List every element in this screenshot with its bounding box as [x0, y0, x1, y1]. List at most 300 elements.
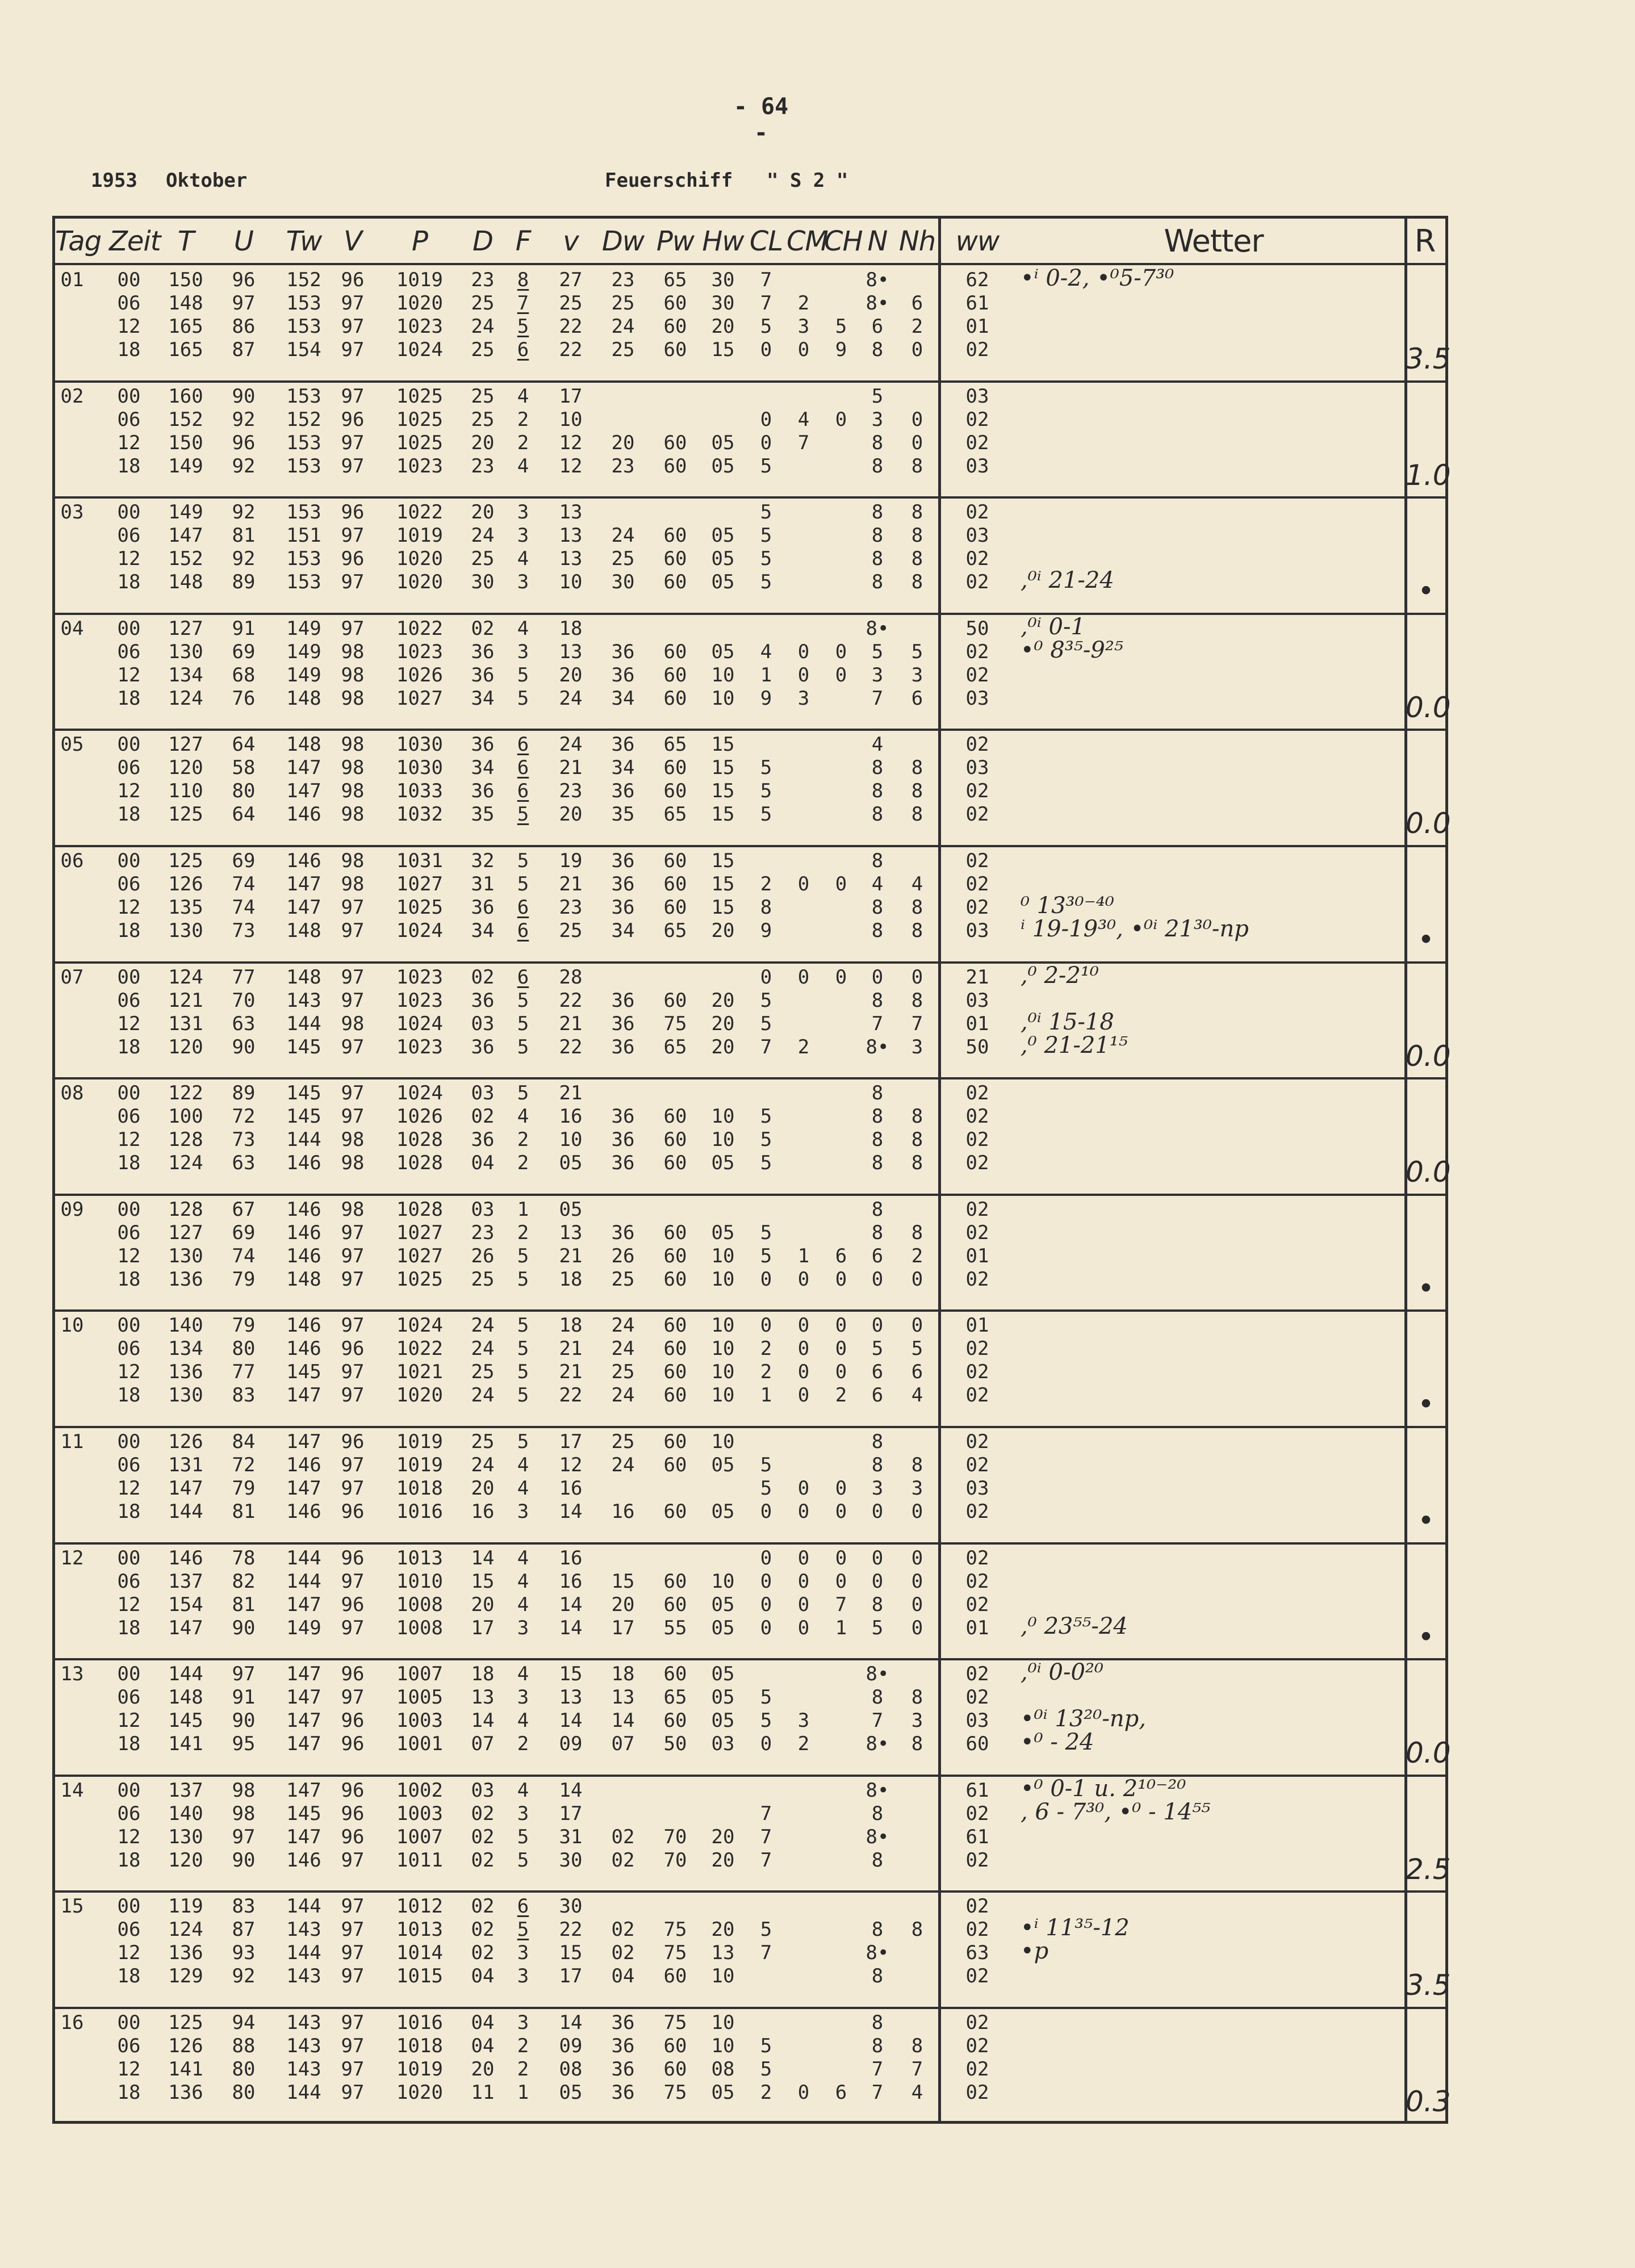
cell-zeit: 06 — [117, 756, 141, 780]
cell-ww: 02 — [965, 1965, 989, 1988]
cell-v: 96 — [341, 1500, 365, 1523]
cell-cl: 0 — [760, 1570, 772, 1593]
cell-tw: 147 — [286, 1663, 321, 1686]
cell-v: 97 — [341, 1314, 365, 1337]
cell-pw: 60 — [663, 431, 687, 454]
cell-v: 14 — [559, 1616, 583, 1639]
observation-row — [55, 1802, 1445, 1826]
cell-ch: 0 — [835, 1546, 847, 1570]
cell-v: 97 — [341, 1361, 365, 1384]
cell-ww: 02 — [965, 571, 989, 594]
cell-tw: 146 — [286, 1337, 321, 1361]
cell-d: 30 — [471, 571, 495, 594]
cell-ch: 0 — [835, 1570, 847, 1593]
observation-row — [55, 1686, 1445, 1709]
cell-d: 20 — [471, 431, 495, 454]
cell-pw: 75 — [663, 2011, 687, 2034]
observation-row — [55, 269, 1445, 292]
cell-ww: 02 — [965, 1221, 989, 1244]
cell-f: 5 — [517, 1384, 529, 1407]
cell-dw: 25 — [611, 1430, 635, 1453]
cell-u: 84 — [232, 1430, 256, 1453]
cell-v: 24 — [559, 687, 583, 710]
cell-zeit: 00 — [117, 1430, 141, 1453]
cell-hw: 05 — [711, 1616, 735, 1639]
cell-d: 02 — [471, 1802, 495, 1825]
cell-d: 36 — [471, 1128, 495, 1152]
cell-f: 2 — [517, 431, 529, 454]
cell-dw: 13 — [611, 1686, 635, 1709]
cell-n: 8 — [871, 850, 884, 872]
cell-pw: 75 — [663, 1941, 687, 1965]
cell-v: 96 — [341, 269, 365, 291]
cell-u: 81 — [232, 1593, 256, 1616]
observation-row — [55, 1500, 1445, 1524]
cell-hw: 15 — [711, 896, 735, 919]
column-header-nh: Nh — [898, 225, 936, 257]
cell-hw: 10 — [711, 1361, 735, 1384]
cell-v: 05 — [559, 1152, 583, 1175]
precipitation-r: 3.5 — [1406, 342, 1451, 375]
cell-d: 36 — [471, 640, 495, 663]
cell-v: 18 — [559, 1314, 583, 1337]
weather-note: ⁱ 19-19³⁰, •⁰ⁱ 21³⁰-np — [1021, 916, 1249, 942]
cell-f: 4 — [517, 1546, 529, 1570]
cell-dw: 36 — [611, 850, 635, 872]
cell-ww: 02 — [965, 1802, 989, 1825]
cell-p: 1024 — [396, 1082, 443, 1105]
cell-t: 124 — [168, 1152, 203, 1175]
cell-tw: 146 — [286, 1500, 321, 1523]
weather-note: •⁰ - 24 — [1021, 1729, 1094, 1756]
cell-p: 1027 — [396, 1244, 443, 1267]
cell-u: 82 — [232, 1570, 256, 1593]
cell-pw: 60 — [663, 1454, 687, 1476]
cell-hw: 05 — [711, 1686, 735, 1709]
cell-t: 126 — [168, 2035, 203, 2057]
cell-f: 3 — [517, 1616, 529, 1639]
cell-t: 148 — [168, 1686, 203, 1709]
cell-p: 1030 — [396, 756, 443, 780]
cell-p: 1013 — [396, 1546, 443, 1570]
cell-d: 32 — [471, 850, 495, 872]
observation-row — [55, 733, 1445, 756]
cell-zeit: 00 — [117, 501, 141, 524]
cell-p: 1019 — [396, 524, 443, 547]
cell-pw: 75 — [663, 1012, 687, 1035]
cell-nh: 0 — [911, 431, 923, 454]
cell-cl: 2 — [760, 1337, 772, 1361]
cell-n: 8• — [865, 1825, 889, 1848]
cell-nh: 6 — [911, 1361, 923, 1384]
observation-row — [55, 1268, 1445, 1291]
cell-f: 5 — [517, 850, 529, 872]
cell-f: 6 — [517, 1895, 529, 1918]
cell-t: 127 — [168, 1221, 203, 1244]
cell-t: 136 — [168, 1267, 203, 1291]
cell-p: 1022 — [396, 1337, 443, 1361]
cell-cl: 0 — [760, 338, 772, 361]
cell-p: 1003 — [396, 1802, 443, 1825]
cell-v: 13 — [559, 1221, 583, 1244]
cell-ww: 02 — [965, 1267, 989, 1291]
cell-hw: 05 — [711, 1454, 735, 1476]
cell-v: 97 — [341, 919, 365, 942]
cell-u: 90 — [232, 1848, 256, 1872]
cell-pw: 60 — [663, 315, 687, 338]
cell-d: 34 — [471, 919, 495, 942]
cell-hw: 20 — [711, 1918, 735, 1941]
day-block — [55, 847, 1445, 963]
cell-u: 87 — [232, 338, 256, 361]
cell-zeit: 00 — [117, 2011, 141, 2034]
cell-dw: 35 — [611, 803, 635, 826]
cell-dw: 34 — [611, 756, 635, 780]
cell-n: 5 — [871, 640, 884, 663]
cell-n: 8 — [871, 1082, 884, 1105]
cell-v: 97 — [341, 1384, 365, 1407]
cell-t: 127 — [168, 617, 203, 640]
cell-cm: 1 — [797, 1244, 810, 1267]
cell-v: 97 — [341, 1941, 365, 1965]
cell-t: 140 — [168, 1802, 203, 1825]
cell-d: 24 — [471, 1337, 495, 1361]
cell-zeit: 12 — [117, 1825, 141, 1848]
cell-zeit: 18 — [117, 1965, 141, 1988]
cell-u: 92 — [232, 454, 256, 478]
cell-tw: 153 — [286, 292, 321, 315]
cell-n: 8 — [871, 919, 884, 942]
observation-row — [55, 571, 1445, 594]
cell-dw: 36 — [611, 1035, 635, 1058]
cell-ww: 02 — [965, 850, 989, 872]
cell-cm: 7 — [797, 431, 810, 454]
cell-u: 80 — [232, 780, 256, 803]
cell-pw: 65 — [663, 269, 687, 291]
cell-p: 1032 — [396, 803, 443, 826]
cell-dw: 23 — [611, 454, 635, 478]
cell-pw: 65 — [663, 1686, 687, 1709]
cell-t: 141 — [168, 1733, 203, 1756]
cell-nh: 8 — [911, 1152, 923, 1175]
cell-d: 25 — [471, 384, 495, 408]
cell-n: 8 — [871, 1918, 884, 1941]
cell-ch: 0 — [835, 1267, 847, 1291]
cell-nh: 2 — [911, 1244, 923, 1267]
cell-cm: 2 — [797, 1035, 810, 1058]
cell-nh: 8 — [911, 1128, 923, 1152]
cell-pw: 60 — [663, 896, 687, 919]
cell-v: 98 — [341, 1152, 365, 1175]
observation-row — [55, 1384, 1445, 1407]
cell-n: 0 — [871, 1546, 884, 1570]
cell-cl: 0 — [760, 1733, 772, 1756]
cell-tw: 147 — [286, 1477, 321, 1500]
cell-v: 25 — [559, 292, 583, 315]
cell-n: 8• — [865, 617, 889, 640]
cell-tw: 146 — [286, 1454, 321, 1476]
observation-row — [55, 1198, 1445, 1221]
cell-cl: 0 — [760, 965, 772, 989]
cell-p: 1020 — [396, 2081, 443, 2104]
cell-hw: 05 — [711, 1663, 735, 1686]
cell-cl: 0 — [760, 1314, 772, 1337]
day-number: 14 — [60, 1779, 84, 1802]
cell-d: 03 — [471, 1198, 495, 1221]
cell-n: 8 — [871, 501, 884, 524]
cell-n: 7 — [871, 2058, 884, 2081]
cell-hw: 15 — [711, 338, 735, 361]
cell-hw: 05 — [711, 1709, 735, 1733]
cell-u: 89 — [232, 1082, 256, 1105]
precipitation-r: • — [1417, 1388, 1435, 1421]
cell-d: 25 — [471, 408, 495, 431]
cell-ww: 02 — [965, 1337, 989, 1361]
observation-row — [55, 1965, 1445, 1988]
cell-n: 8 — [871, 989, 884, 1012]
cell-v: 96 — [341, 1663, 365, 1686]
cell-hw: 10 — [711, 2035, 735, 2057]
cell-pw: 60 — [663, 663, 687, 687]
cell-v: 17 — [559, 1965, 583, 1988]
cell-v: 16 — [559, 1477, 583, 1500]
cell-n: 8 — [871, 1686, 884, 1709]
cell-tw: 153 — [286, 454, 321, 478]
precipitation-r: 0.0 — [1406, 1039, 1451, 1073]
cell-d: 35 — [471, 803, 495, 826]
cell-cm: 3 — [797, 315, 810, 338]
cell-zeit: 12 — [117, 1593, 141, 1616]
cell-t: 122 — [168, 1082, 203, 1105]
cell-v: 20 — [559, 803, 583, 826]
cell-n: 8 — [871, 756, 884, 780]
cell-v: 13 — [559, 501, 583, 524]
cell-dw: 04 — [611, 1965, 635, 1988]
day-number: 04 — [60, 617, 84, 640]
cell-d: 04 — [471, 2011, 495, 2034]
cell-pw: 60 — [663, 338, 687, 361]
cell-f: 4 — [517, 1454, 529, 1476]
cell-f: 5 — [517, 663, 529, 687]
cell-nh: 8 — [911, 1733, 923, 1756]
cell-u: 58 — [232, 756, 256, 780]
cell-nh: 0 — [911, 1616, 923, 1639]
cell-t: 147 — [168, 1616, 203, 1639]
cell-zeit: 18 — [117, 1267, 141, 1291]
observation-row — [55, 1547, 1445, 1570]
cell-tw: 146 — [286, 1221, 321, 1244]
cell-pw: 75 — [663, 1918, 687, 1941]
cell-p: 1003 — [396, 1709, 443, 1733]
cell-d: 20 — [471, 1593, 495, 1616]
cell-n: 5 — [871, 384, 884, 408]
cell-v: 98 — [341, 1012, 365, 1035]
cell-u: 79 — [232, 1267, 256, 1291]
cell-t: 110 — [168, 780, 203, 803]
observation-row — [55, 1082, 1445, 1105]
cell-u: 76 — [232, 687, 256, 710]
cell-hw: 10 — [711, 1128, 735, 1152]
cell-tw: 145 — [286, 1802, 321, 1825]
cell-tw: 146 — [286, 1152, 321, 1175]
cell-hw: 15 — [711, 873, 735, 896]
cell-tw: 153 — [286, 431, 321, 454]
cell-u: 74 — [232, 873, 256, 896]
cell-u: 72 — [232, 1105, 256, 1128]
cell-n: 6 — [871, 315, 884, 338]
cell-t: 165 — [168, 338, 203, 361]
cell-tw: 147 — [286, 1430, 321, 1453]
cell-zeit: 06 — [117, 292, 141, 315]
cell-d: 13 — [471, 1686, 495, 1709]
cell-d: 25 — [471, 292, 495, 315]
cell-p: 1005 — [396, 1686, 443, 1709]
cell-ch: 0 — [835, 1477, 847, 1500]
cell-hw: 13 — [711, 1941, 735, 1965]
precipitation-r: • — [1417, 1620, 1435, 1654]
cell-tw: 149 — [286, 617, 321, 640]
cell-dw: 16 — [611, 1500, 635, 1523]
cell-v: 14 — [559, 1593, 583, 1616]
cell-cl: 5 — [760, 1454, 772, 1476]
cell-cm: 0 — [797, 1337, 810, 1361]
cell-tw: 144 — [286, 1570, 321, 1593]
cell-dw: 36 — [611, 1221, 635, 1244]
cell-u: 81 — [232, 524, 256, 547]
cell-ww: 02 — [965, 1105, 989, 1128]
cell-pw: 60 — [663, 1267, 687, 1291]
cell-u: 87 — [232, 1918, 256, 1941]
cell-f: 3 — [517, 2011, 529, 2034]
cell-pw: 75 — [663, 2081, 687, 2104]
cell-p: 1021 — [396, 1361, 443, 1384]
cell-p: 1026 — [396, 1105, 443, 1128]
cell-f: 3 — [517, 571, 529, 594]
cell-f: 5 — [517, 989, 529, 1012]
cell-u: 70 — [232, 989, 256, 1012]
cell-f: 5 — [517, 1244, 529, 1267]
cell-f: 4 — [517, 1477, 529, 1500]
cell-pw: 60 — [663, 2058, 687, 2081]
cell-v: 98 — [341, 663, 365, 687]
cell-v: 30 — [559, 1848, 583, 1872]
cell-zeit: 00 — [117, 1663, 141, 1686]
cell-f: 2 — [517, 2035, 529, 2057]
cell-v: 05 — [559, 1198, 583, 1221]
cell-dw: 36 — [611, 1152, 635, 1175]
cell-tw: 148 — [286, 687, 321, 710]
cell-cl: 5 — [760, 1128, 772, 1152]
cell-p: 1033 — [396, 780, 443, 803]
cell-v: 05 — [559, 2081, 583, 2104]
cell-f: 2 — [517, 1128, 529, 1152]
cell-ww: 02 — [965, 1500, 989, 1523]
cell-cm: 0 — [797, 1616, 810, 1639]
cell-cl: 7 — [760, 1802, 772, 1825]
cell-p: 1020 — [396, 1384, 443, 1407]
cell-f: 6 — [517, 756, 529, 780]
cell-p: 1031 — [396, 850, 443, 872]
column-header-u: U — [233, 225, 254, 257]
cell-d: 26 — [471, 1244, 495, 1267]
cell-t: 135 — [168, 896, 203, 919]
cell-n: 8• — [865, 292, 889, 315]
cell-ch: 9 — [835, 338, 847, 361]
cell-u: 90 — [232, 1616, 256, 1639]
cell-u: 69 — [232, 640, 256, 663]
cell-v: 12 — [559, 454, 583, 478]
cell-f: 5 — [517, 1082, 529, 1105]
cell-n: 8 — [871, 1430, 884, 1453]
cell-tw: 147 — [286, 1825, 321, 1848]
day-number: 03 — [60, 501, 84, 524]
cell-t: 128 — [168, 1128, 203, 1152]
cell-cl: 5 — [760, 1686, 772, 1709]
cell-v: 98 — [341, 1128, 365, 1152]
cell-v: 17 — [559, 384, 583, 408]
observation-row — [55, 1895, 1445, 1918]
cell-n: 6 — [871, 1384, 884, 1407]
cell-ww: 01 — [965, 315, 989, 338]
cell-ww: 02 — [965, 1384, 989, 1407]
cell-ch: 0 — [835, 663, 847, 687]
cell-t: 131 — [168, 1454, 203, 1476]
cell-v: 97 — [341, 571, 365, 594]
cell-u: 80 — [232, 2081, 256, 2104]
cell-u: 89 — [232, 571, 256, 594]
cell-pw: 60 — [663, 1314, 687, 1337]
column-header-dw: Dw — [601, 225, 645, 257]
cell-d: 04 — [471, 1965, 495, 1988]
cell-hw: 05 — [711, 1500, 735, 1523]
cell-ww: 03 — [965, 454, 989, 478]
observation-table — [52, 216, 1451, 2124]
cell-v: 21 — [559, 1082, 583, 1105]
cell-zeit: 18 — [117, 1035, 141, 1058]
cell-pw: 60 — [663, 989, 687, 1012]
cell-d: 11 — [471, 2081, 495, 2104]
cell-tw: 147 — [286, 896, 321, 919]
cell-f: 3 — [517, 1686, 529, 1709]
cell-zeit: 12 — [117, 1477, 141, 1500]
cell-zeit: 00 — [117, 1198, 141, 1221]
cell-t: 160 — [168, 384, 203, 408]
cell-ch: 0 — [835, 1361, 847, 1384]
cell-zeit: 00 — [117, 1546, 141, 1570]
cell-ww: 21 — [965, 965, 989, 989]
cell-n: 8 — [871, 1802, 884, 1825]
cell-ww: 02 — [965, 1454, 989, 1476]
cell-v: 97 — [341, 1105, 365, 1128]
cell-dw: 20 — [611, 1593, 635, 1616]
weather-note: •ⁱ 0-2, •⁰5-7³⁰ — [1021, 265, 1174, 291]
cell-d: 16 — [471, 1500, 495, 1523]
cell-v: 97 — [341, 617, 365, 640]
cell-p: 1022 — [396, 501, 443, 524]
cell-cm: 0 — [797, 1361, 810, 1384]
cell-ww: 02 — [965, 1361, 989, 1384]
cell-f: 4 — [517, 1593, 529, 1616]
cell-dw: 23 — [611, 269, 635, 291]
cell-n: 8 — [871, 431, 884, 454]
cell-v: 96 — [341, 1779, 365, 1802]
cell-f: 5 — [517, 1337, 529, 1361]
day-block — [55, 1312, 1445, 1428]
cell-cl: 5 — [760, 547, 772, 571]
cell-v: 21 — [559, 1012, 583, 1035]
observation-row — [55, 501, 1445, 524]
cell-p: 1024 — [396, 338, 443, 361]
